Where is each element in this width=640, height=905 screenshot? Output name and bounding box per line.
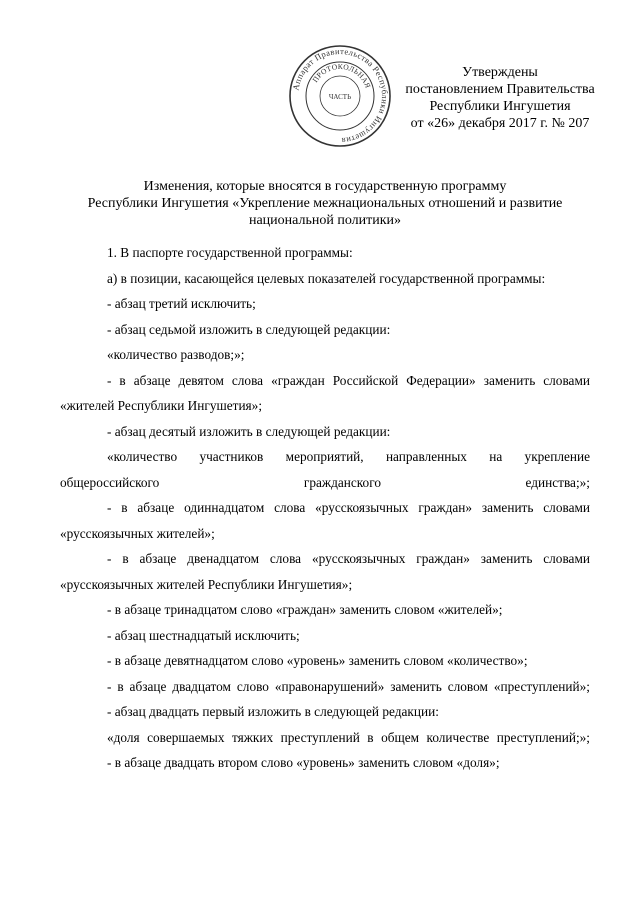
- title-line-2: Республики Ингушетия «Укрепление межнациональных отношений и развитие: [87, 196, 563, 211]
- approval-line-1: Утверждены: [462, 65, 538, 80]
- title-line-1: Изменения, которые вносятся в государственную программу: [143, 179, 507, 194]
- paragraph-8: «количество участников мероприятий, направленных на укрепление общероссийского гражданского единства;»;: [60, 449, 590, 490]
- approval-line-4: от «26» декабря 2017 г. № 207: [410, 116, 590, 131]
- official-seal: [288, 44, 392, 148]
- document-body: [60, 240, 590, 776]
- seal-center-text: ЧАСТЬ: [328, 93, 352, 101]
- approval-block: [380, 64, 620, 132]
- paragraph-15: - абзац двадцать первый изложить в следующей редакции:: [107, 704, 439, 719]
- paragraph-6: - в абзаце девятом слова «граждан Российской Федерации» заменить словами «жителей Республики Ингушетия»;: [60, 372, 590, 413]
- paragraph-7: - абзац десятый изложить в следующей редакции:: [107, 423, 391, 439]
- paragraph-12: - абзац шестнадцатый исключить;: [107, 627, 300, 643]
- approval-line-2: постановлением Правительства: [405, 82, 595, 97]
- seal-outer-text: Аппарат Правительства Республики Ингушетия: [290, 45, 391, 147]
- paragraph-3: - абзац третий исключить;: [107, 296, 256, 311]
- document-title: [60, 178, 590, 229]
- paragraph-11: - в абзаце тринадцатом слово «граждан» заменить словом «жителей»;: [107, 602, 503, 617]
- title-line-3: национальной политики»: [248, 213, 402, 228]
- paragraph-10: - в абзаце двенадцатом слова «русскоязычных граждан» заменить словами «русскоязычных жителей Республики Ингушетия»;: [60, 551, 590, 592]
- paragraph-13: - в абзаце девятнадцатом слово «уровень» заменить словом «количество»;: [107, 653, 528, 668]
- paragraph-9: - в абзаце одиннадцатом слова «русскоязычных граждан» заменить словами «русскоязычных жителей»;: [60, 500, 590, 541]
- paragraph-17: - в абзаце двадцать втором слово «уровень» заменить словом «доля»;: [107, 755, 500, 770]
- paragraph-4: - абзац седьмой изложить в следующей редакции:: [107, 321, 391, 337]
- paragraph-14: - в абзаце двадцатом слово «правонарушений» заменить словом «преступлений»;: [107, 678, 590, 694]
- approval-line-3: Республики Ингушетия: [429, 99, 571, 114]
- paragraph-5: «количество разводов;»;: [107, 347, 245, 362]
- seal-inner-text: ПРОТОКОЛЬНАЯ: [310, 61, 373, 90]
- paragraph-1: 1. В паспорте государственной программы:: [107, 245, 353, 260]
- paragraph-2: а) в позиции, касающейся целевых показателей государственной программы:: [107, 270, 546, 286]
- paragraph-16: «доля совершаемых тяжких преступлений в общем количестве преступлений;»;: [107, 729, 590, 745]
